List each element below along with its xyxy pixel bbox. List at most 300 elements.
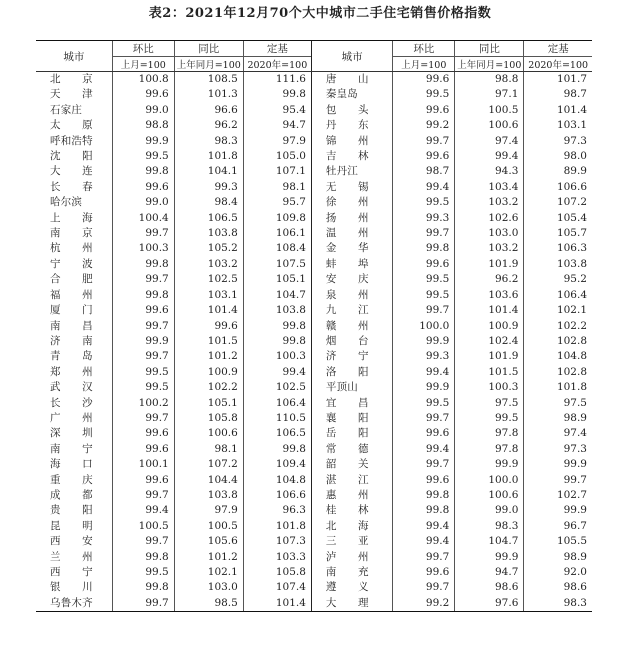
header-yoy-sub-left: 上年同月=100	[174, 57, 243, 72]
table-row	[36, 457, 592, 472]
yoy-value-right: 97.4	[455, 134, 524, 149]
city-name-right: 九 江	[311, 303, 392, 318]
city-name-left: 南 昌	[50, 319, 93, 332]
city-name-right: 北 海	[311, 519, 392, 534]
city-name-left: 郑 州	[50, 365, 93, 378]
yoy-value-right: 99.4	[455, 149, 524, 164]
table-row	[36, 134, 592, 149]
yoy-value-right: 100.0	[455, 473, 524, 488]
table-row	[36, 596, 592, 612]
city-name-left: 宁 波	[50, 257, 93, 270]
base-value-left: 102.5	[243, 380, 311, 395]
yoy-value-left: 103.8	[174, 488, 243, 503]
base-value-right: 89.9	[524, 164, 592, 179]
yoy-value-left: 103.1	[174, 288, 243, 303]
city-name-left: 西 宁	[50, 566, 93, 578]
yoy-value-left: 99.6	[174, 319, 243, 334]
city-name-right: 常 德	[311, 442, 392, 457]
mom-value-left: 99.8	[112, 257, 174, 272]
yoy-value-right: 100.6	[455, 488, 524, 503]
city-name-left: 海 口	[50, 458, 93, 471]
yoy-value-right: 98.6	[455, 580, 524, 595]
table-row	[36, 396, 592, 411]
header-mom-left: 环比	[112, 41, 174, 57]
base-value-right: 101.4	[524, 103, 592, 118]
mom-value-right: 99.5	[393, 195, 455, 210]
base-value-right: 102.8	[524, 365, 592, 380]
mom-value-left: 99.9	[112, 334, 174, 349]
city-name-right: 秦皇岛	[311, 87, 392, 102]
table-row	[36, 257, 592, 272]
yoy-value-right: 101.5	[455, 365, 524, 380]
header-city-right: 城市	[311, 41, 392, 72]
city-name-left: 成 都	[50, 488, 93, 501]
base-value-left: 99.8	[243, 87, 311, 102]
table-row	[36, 334, 592, 349]
mom-value-right: 99.9	[393, 334, 455, 349]
mom-value-right: 99.4	[393, 534, 455, 549]
table-row	[36, 411, 592, 426]
table-row	[36, 319, 592, 334]
mom-value-left: 99.7	[112, 534, 174, 549]
base-value-right: 105.5	[524, 534, 592, 549]
mom-value-right: 99.2	[393, 596, 455, 612]
mom-value-left: 100.3	[112, 241, 174, 256]
city-name-left: 天 津	[50, 88, 93, 101]
yoy-value-left: 100.5	[174, 519, 243, 534]
base-value-left: 104.7	[243, 288, 311, 303]
city-name-right: 泉 州	[311, 288, 392, 303]
table-row	[36, 503, 592, 518]
mom-value-right: 99.2	[393, 118, 455, 133]
yoy-value-left: 102.1	[174, 565, 243, 580]
city-name-left: 西 安	[50, 535, 93, 548]
city-name-right: 平顶山	[311, 380, 392, 395]
table-row	[36, 303, 592, 318]
mom-value-left: 99.5	[112, 149, 174, 164]
yoy-value-right: 101.4	[455, 303, 524, 318]
yoy-value-right: 100.9	[455, 319, 524, 334]
base-value-left: 110.5	[243, 411, 311, 426]
city-name-left: 太 原	[50, 119, 93, 132]
city-name-left: 合 肥	[50, 273, 93, 286]
yoy-value-left: 98.5	[174, 596, 243, 612]
base-value-right: 95.2	[524, 272, 592, 287]
table-row	[36, 103, 592, 118]
yoy-value-right: 96.2	[455, 272, 524, 287]
yoy-value-right: 103.0	[455, 226, 524, 241]
table-row	[36, 365, 592, 380]
yoy-value-left: 102.2	[174, 380, 243, 395]
mom-value-right: 99.6	[393, 257, 455, 272]
yoy-value-right: 94.3	[455, 164, 524, 179]
yoy-value-left: 103.8	[174, 226, 243, 241]
city-name-right: 扬 州	[311, 211, 392, 226]
yoy-value-right: 94.7	[455, 565, 524, 580]
yoy-value-left: 101.8	[174, 149, 243, 164]
yoy-value-left: 101.3	[174, 87, 243, 102]
table-row	[36, 180, 592, 195]
yoy-value-right: 97.1	[455, 87, 524, 102]
table-row	[36, 241, 592, 256]
table-row	[36, 164, 592, 179]
city-name-right: 温 州	[311, 226, 392, 241]
base-value-left: 94.7	[243, 118, 311, 133]
city-name-right: 徐 州	[311, 195, 392, 210]
table-title: 表2：2021年12月70个大中城市二手住宅销售价格指数	[148, 6, 492, 21]
city-name-right: 桂 林	[311, 503, 392, 518]
mom-value-right: 99.5	[393, 87, 455, 102]
city-name-right: 吉 林	[311, 149, 392, 164]
yoy-value-left: 99.3	[174, 180, 243, 195]
base-value-right: 98.9	[524, 411, 592, 426]
base-value-left: 104.8	[243, 473, 311, 488]
city-name-left: 哈尔滨	[50, 196, 83, 209]
city-name-left: 武 汉	[50, 381, 93, 394]
table-row	[36, 118, 592, 133]
city-name-left: 杭 州	[50, 242, 93, 255]
base-value-left: 103.3	[243, 550, 311, 565]
header-mom-right: 环比	[393, 41, 455, 57]
base-value-right: 99.9	[524, 503, 592, 518]
city-name-right: 韶 关	[311, 457, 392, 472]
yoy-value-right: 97.8	[455, 442, 524, 457]
city-name-right: 安 庆	[311, 272, 392, 287]
yoy-value-left: 102.5	[174, 272, 243, 287]
yoy-value-right: 100.6	[455, 118, 524, 133]
yoy-value-right: 99.9	[455, 457, 524, 472]
yoy-value-right: 99.9	[455, 550, 524, 565]
city-name-left: 南 宁	[50, 442, 93, 455]
yoy-value-right: 103.2	[455, 195, 524, 210]
table-row	[36, 550, 592, 565]
mom-value-left: 99.7	[112, 272, 174, 287]
mom-value-left: 99.6	[112, 303, 174, 318]
yoy-value-right: 99.5	[455, 411, 524, 426]
mom-value-right: 99.5	[393, 272, 455, 287]
mom-value-left: 99.0	[112, 195, 174, 210]
table-row	[36, 195, 592, 210]
mom-value-left: 99.8	[112, 164, 174, 179]
mom-value-right: 99.4	[393, 442, 455, 457]
mom-value-right: 99.8	[393, 488, 455, 503]
city-name-left: 上 海	[50, 211, 93, 224]
mom-value-left: 99.4	[112, 503, 174, 518]
mom-value-right: 99.6	[393, 565, 455, 580]
base-value-right: 97.3	[524, 442, 592, 457]
city-name-right: 济 宁	[311, 349, 392, 364]
city-name-left: 深 圳	[50, 427, 93, 440]
mom-value-right: 99.3	[393, 349, 455, 364]
mom-value-right: 99.6	[393, 72, 455, 88]
city-name-right: 三 亚	[311, 534, 392, 549]
city-name-right: 唐 山	[311, 72, 392, 88]
base-value-right: 98.0	[524, 149, 592, 164]
yoy-value-right: 97.5	[455, 396, 524, 411]
base-value-left: 103.8	[243, 303, 311, 318]
mom-value-right: 99.9	[393, 380, 455, 395]
base-value-right: 106.6	[524, 180, 592, 195]
mom-value-right: 99.7	[393, 226, 455, 241]
mom-value-right: 99.5	[393, 396, 455, 411]
yoy-value-right: 98.8	[455, 72, 524, 88]
city-name-right: 包 头	[311, 103, 392, 118]
base-value-left: 105.0	[243, 149, 311, 164]
base-value-right: 92.0	[524, 565, 592, 580]
mom-value-left: 99.7	[112, 349, 174, 364]
header-yoy-right: 同比	[455, 41, 524, 57]
yoy-value-left: 104.1	[174, 164, 243, 179]
yoy-value-left: 101.2	[174, 349, 243, 364]
yoy-value-left: 97.9	[174, 503, 243, 518]
base-value-right: 106.4	[524, 288, 592, 303]
base-value-right: 98.3	[524, 596, 592, 612]
base-value-right: 103.8	[524, 257, 592, 272]
mom-value-right: 99.3	[393, 211, 455, 226]
mom-value-right: 99.8	[393, 503, 455, 518]
yoy-value-left: 107.2	[174, 457, 243, 472]
mom-value-left: 100.8	[112, 72, 174, 88]
city-name-right: 襄 阳	[311, 411, 392, 426]
table-row	[36, 565, 592, 580]
base-value-left: 109.4	[243, 457, 311, 472]
base-value-right: 98.9	[524, 550, 592, 565]
city-name-right: 泸 州	[311, 550, 392, 565]
header-mom-sub-left: 上月=100	[112, 57, 174, 72]
city-name-left: 大 连	[50, 165, 93, 178]
city-name-left: 青 岛	[50, 350, 93, 363]
mom-value-right: 99.4	[393, 180, 455, 195]
city-name-left: 石家庄	[50, 103, 83, 116]
base-value-right: 99.9	[524, 457, 592, 472]
base-value-right: 102.1	[524, 303, 592, 318]
base-value-left: 107.4	[243, 580, 311, 595]
mom-value-left: 100.2	[112, 396, 174, 411]
base-value-left: 105.8	[243, 565, 311, 580]
table-row	[36, 442, 592, 457]
mom-value-left: 99.7	[112, 596, 174, 612]
mom-value-right: 99.7	[393, 303, 455, 318]
city-name-left: 沈 阳	[50, 150, 93, 163]
mom-value-left: 100.4	[112, 211, 174, 226]
city-name-right: 大 理	[311, 596, 392, 612]
table-row	[36, 580, 592, 595]
base-value-left: 99.4	[243, 365, 311, 380]
table-row	[36, 349, 592, 364]
city-name-left: 贵 阳	[50, 504, 93, 517]
city-name-right: 惠 州	[311, 488, 392, 503]
yoy-value-left: 105.6	[174, 534, 243, 549]
mom-value-right: 99.7	[393, 457, 455, 472]
city-name-left: 呼和浩特	[50, 134, 93, 147]
table-row	[36, 149, 592, 164]
base-value-right: 97.5	[524, 396, 592, 411]
yoy-value-right: 100.3	[455, 380, 524, 395]
mom-value-right: 99.4	[393, 519, 455, 534]
city-name-right: 蚌 埠	[311, 257, 392, 272]
mom-value-left: 98.8	[112, 118, 174, 133]
city-name-right: 锦 州	[311, 134, 392, 149]
mom-value-left: 99.6	[112, 180, 174, 195]
city-name-left: 南 京	[50, 227, 93, 240]
base-value-right: 107.2	[524, 195, 592, 210]
table-row	[36, 72, 592, 88]
mom-value-left: 99.7	[112, 319, 174, 334]
yoy-value-left: 104.4	[174, 473, 243, 488]
base-value-left: 107.3	[243, 534, 311, 549]
base-value-left: 106.1	[243, 226, 311, 241]
base-value-left: 101.4	[243, 596, 311, 612]
base-value-left: 99.8	[243, 319, 311, 334]
city-name-right: 湛 江	[311, 473, 392, 488]
table-row	[36, 288, 592, 303]
header-base-right: 定基	[524, 41, 592, 57]
base-value-right: 96.7	[524, 519, 592, 534]
mom-value-left: 99.6	[112, 87, 174, 102]
table-row	[36, 426, 592, 441]
city-name-left: 济 南	[50, 334, 93, 347]
mom-value-left: 100.5	[112, 519, 174, 534]
base-value-left: 108.4	[243, 241, 311, 256]
mom-value-left: 100.1	[112, 457, 174, 472]
base-value-left: 99.8	[243, 442, 311, 457]
header-yoy-sub-right: 上年同月=100	[455, 57, 524, 72]
mom-value-left: 99.5	[112, 565, 174, 580]
yoy-value-left: 105.2	[174, 241, 243, 256]
base-value-left: 109.8	[243, 211, 311, 226]
base-value-right: 102.7	[524, 488, 592, 503]
yoy-value-right: 101.9	[455, 349, 524, 364]
yoy-value-left: 98.1	[174, 442, 243, 457]
header-city-left: 城市	[36, 41, 112, 72]
city-name-right: 洛 阳	[311, 365, 392, 380]
city-name-left: 长 沙	[50, 396, 93, 409]
base-value-left: 98.1	[243, 180, 311, 195]
yoy-value-left: 98.3	[174, 134, 243, 149]
yoy-value-right: 97.8	[455, 426, 524, 441]
mom-value-right: 99.6	[393, 103, 455, 118]
yoy-value-right: 97.6	[455, 596, 524, 612]
price-index-table	[36, 40, 592, 612]
yoy-value-left: 103.0	[174, 580, 243, 595]
yoy-value-right: 99.0	[455, 503, 524, 518]
base-value-left: 106.6	[243, 488, 311, 503]
base-value-right: 105.7	[524, 226, 592, 241]
base-value-right: 103.1	[524, 118, 592, 133]
city-name-left: 兰 州	[50, 550, 93, 563]
yoy-value-left: 101.4	[174, 303, 243, 318]
base-value-left: 99.8	[243, 334, 311, 349]
base-value-left: 106.4	[243, 396, 311, 411]
city-name-right: 无 锡	[311, 180, 392, 195]
mom-value-right: 99.7	[393, 580, 455, 595]
mom-value-left: 99.6	[112, 426, 174, 441]
base-value-left: 95.7	[243, 195, 311, 210]
city-name-right: 岳 阳	[311, 426, 392, 441]
city-name-right: 宜 昌	[311, 396, 392, 411]
mom-value-left: 99.5	[112, 380, 174, 395]
city-name-left: 广 州	[50, 411, 93, 424]
city-name-right: 烟 台	[311, 334, 392, 349]
yoy-value-left: 106.5	[174, 211, 243, 226]
base-value-left: 106.5	[243, 426, 311, 441]
header-yoy-left: 同比	[174, 41, 243, 57]
table-row	[36, 534, 592, 549]
base-value-right: 98.7	[524, 87, 592, 102]
base-value-left: 105.1	[243, 272, 311, 287]
header-base-sub-right: 2020年=100	[524, 57, 592, 72]
city-name-left: 长 春	[50, 180, 93, 193]
city-name-left: 昆 明	[50, 519, 93, 532]
yoy-value-right: 101.9	[455, 257, 524, 272]
base-value-right: 97.4	[524, 426, 592, 441]
yoy-value-left: 105.8	[174, 411, 243, 426]
yoy-value-right: 103.2	[455, 241, 524, 256]
city-name-right: 金 华	[311, 241, 392, 256]
yoy-value-right: 100.5	[455, 103, 524, 118]
city-name-left: 厦 门	[50, 304, 93, 317]
yoy-value-right: 103.6	[455, 288, 524, 303]
base-value-right: 97.3	[524, 134, 592, 149]
base-value-left: 97.9	[243, 134, 311, 149]
yoy-value-left: 96.6	[174, 103, 243, 118]
mom-value-right: 99.7	[393, 134, 455, 149]
city-name-right: 遵 义	[311, 580, 392, 595]
table-row	[36, 519, 592, 534]
yoy-value-left: 98.4	[174, 195, 243, 210]
table-row	[36, 380, 592, 395]
header-mom-sub-right: 上月=100	[393, 57, 455, 72]
city-name-right: 赣 州	[311, 319, 392, 334]
yoy-value-left: 100.6	[174, 426, 243, 441]
city-name-left: 乌鲁木齐	[36, 596, 112, 612]
table-row	[36, 488, 592, 503]
mom-value-right: 99.6	[393, 473, 455, 488]
base-value-right: 102.2	[524, 319, 592, 334]
mom-value-left: 99.6	[112, 473, 174, 488]
yoy-value-left: 100.9	[174, 365, 243, 380]
yoy-value-right: 102.4	[455, 334, 524, 349]
mom-value-left: 99.5	[112, 365, 174, 380]
mom-value-left: 99.7	[112, 411, 174, 426]
mom-value-left: 99.8	[112, 288, 174, 303]
city-name-left: 重 庆	[50, 473, 93, 486]
table-row	[36, 272, 592, 287]
mom-value-right: 99.7	[393, 550, 455, 565]
table-row	[36, 211, 592, 226]
yoy-value-right: 103.4	[455, 180, 524, 195]
mom-value-left: 99.9	[112, 134, 174, 149]
mom-value-right: 99.8	[393, 241, 455, 256]
header-base-left: 定基	[243, 41, 311, 57]
yoy-value-right: 102.6	[455, 211, 524, 226]
mom-value-left: 99.8	[112, 580, 174, 595]
base-value-left: 101.8	[243, 519, 311, 534]
mom-value-left: 99.7	[112, 226, 174, 241]
base-value-right: 104.8	[524, 349, 592, 364]
city-name-left: 福 州	[50, 288, 93, 301]
mom-value-right: 98.7	[393, 164, 455, 179]
mom-value-right: 99.5	[393, 288, 455, 303]
city-name-left: 银 川	[50, 581, 93, 594]
city-name-right: 牡丹江	[311, 164, 392, 179]
table-body	[36, 72, 592, 612]
mom-value-right: 99.6	[393, 149, 455, 164]
mom-value-left: 99.0	[112, 103, 174, 118]
base-value-left: 100.3	[243, 349, 311, 364]
mom-value-left: 99.7	[112, 488, 174, 503]
base-value-right: 101.7	[524, 72, 592, 88]
